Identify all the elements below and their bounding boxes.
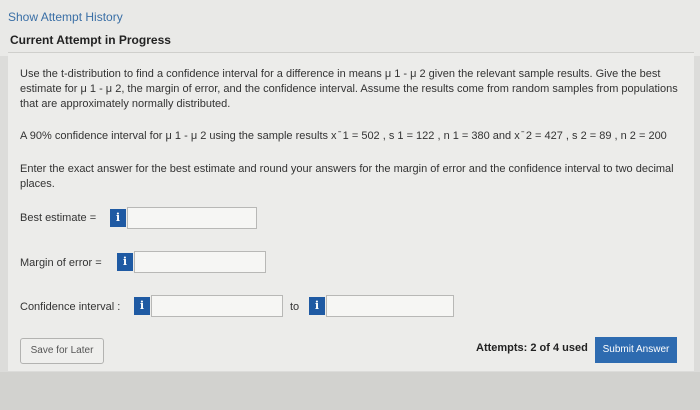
best-estimate-label: Best estimate = (20, 212, 97, 224)
header-bar (0, 0, 700, 56)
current-attempt-title: Current Attempt in Progress (10, 33, 171, 47)
bottom-band (0, 372, 700, 410)
attempts-counter: Attempts: 2 of 4 used (476, 342, 588, 354)
ci-upper-info-icon[interactable]: i (309, 297, 325, 315)
margin-of-error-info-icon[interactable]: i (117, 253, 133, 271)
best-estimate-input[interactable] (127, 207, 257, 229)
ci-upper-input[interactable] (326, 295, 454, 317)
ci-lower-input[interactable] (151, 295, 283, 317)
confidence-interval-label: Confidence interval : (20, 301, 121, 313)
best-estimate-info-icon[interactable]: i (110, 209, 126, 227)
question-instructions: Use the t-distribution to find a confidence interval for a difference in means μ 1 - μ 2 given the relevant sample results. Give the best estimate for μ 1 - μ 2, the margin of error, and the confidence interval. Assume the results come from random samples from populations that are approximately normally distributed. (20, 68, 678, 110)
rounding-note: Enter the exact answer for the best estimate and round your answers for the margin of error and the confidence interval to two decimal places. (20, 163, 674, 190)
ci-lower-info-icon[interactable]: i (134, 297, 150, 315)
show-attempt-history-link[interactable]: Show Attempt History (8, 10, 123, 24)
margin-of-error-label: Margin of error = (20, 257, 102, 269)
ci-to-label: to (290, 301, 300, 313)
save-for-later-button[interactable]: Save for Later (20, 338, 104, 364)
submit-answer-button[interactable]: Submit Answer (595, 337, 677, 363)
margin-of-error-input[interactable] (134, 251, 266, 273)
question-problem: A 90% confidence interval for μ 1 - μ 2 using the sample results x ̄ 1 = 502 , s 1 = 122 , n 1 = 380 and x ̄ 2 = 427 , s 2 = 89 , n 2 = 200 (20, 130, 667, 142)
